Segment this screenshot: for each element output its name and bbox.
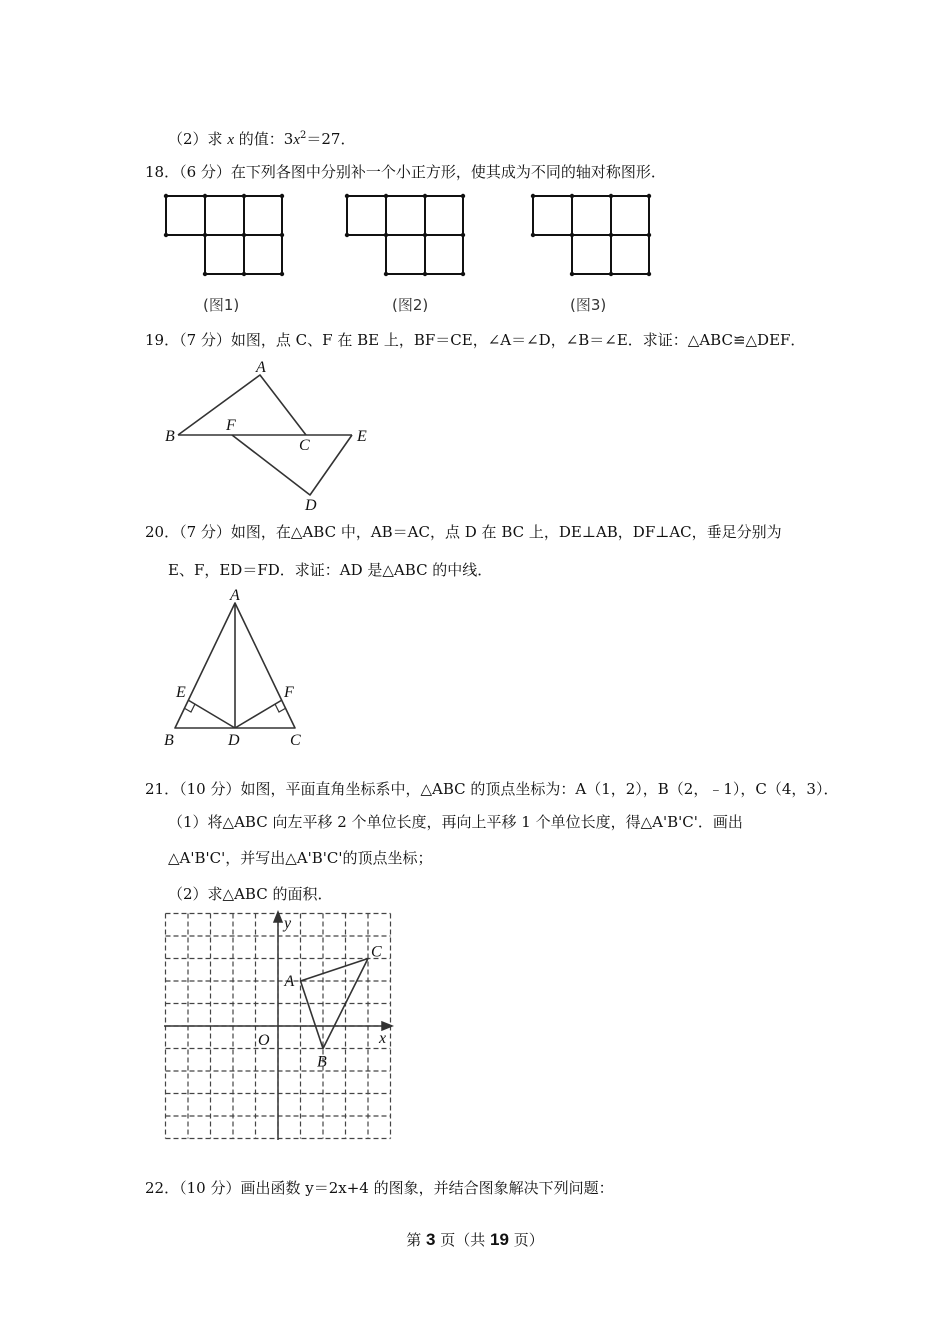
triangle-abc-sides <box>178 375 306 435</box>
label-b: B <box>165 428 175 445</box>
q21-part2: （2）求△ABC 的面积． <box>168 885 333 903</box>
triangle-def-sides <box>232 435 352 495</box>
label-b: B <box>317 1053 327 1071</box>
q17-part2: （2）求 x 的值：$3x^2=27$． <box>168 130 356 148</box>
label-b: B <box>164 732 174 749</box>
grid-figure-3 <box>533 196 649 274</box>
q21-part1-line2: △A'B'C'，并写出△A'B'C'的顶点坐标； <box>168 849 433 867</box>
q20-figure <box>160 585 320 750</box>
x-axis-label: x <box>379 1030 387 1047</box>
q21-question: 21．（10 分）如图，平面直角坐标系中，△ABC 的顶点坐标为：A（1，2），B（2，﹣1），C（4，3）． <box>145 780 839 798</box>
current-page-number: 3 <box>426 1230 436 1249</box>
label-c: C <box>371 943 382 961</box>
y-axis-label: y <box>284 915 292 932</box>
label-d: D <box>305 497 317 510</box>
q20-question-line1: 20．（7 分）如图，在△ABC 中，AB＝AC，点 D 在 BC 上，DE⊥AB，DF⊥AC，垂足分别为 <box>145 523 782 541</box>
label-d: D <box>228 732 240 749</box>
label-e: E <box>357 428 367 445</box>
label-c: C <box>290 732 301 749</box>
q21-coordinate-plane <box>160 910 400 1146</box>
q18-question: 18．（6 分）在下列各图中分别补一个小正方形，使其成为不同的轴对称图形． <box>145 163 666 181</box>
caption-figure-2: (图2) <box>392 296 429 314</box>
axes <box>164 912 392 1140</box>
caption-figure-1: (图1) <box>203 296 240 314</box>
q19-figure <box>160 360 390 510</box>
q20-question-line2: E、F，ED＝FD．求证：AD 是△ABC 的中线． <box>168 561 493 579</box>
grid-figure-2 <box>347 196 463 274</box>
label-a: A <box>256 360 266 376</box>
total-page-count: 19 <box>490 1230 509 1249</box>
label-e: E <box>176 684 186 701</box>
q22-question: 22．（10 分）画出函数 y＝2x+4 的图象，并结合图象解决下列问题： <box>145 1179 614 1197</box>
label-f: F <box>226 417 236 434</box>
label-a: A <box>230 587 240 604</box>
page-footer: 第 3 页（共 19 页） <box>406 1230 544 1249</box>
q18-figures <box>160 190 680 320</box>
caption-figure-3: (图3) <box>570 296 607 314</box>
label-f: F <box>284 684 294 701</box>
q21-part1-line1: （1）将△ABC 向左平移 2 个单位长度，再向上平移 1 个单位长度，得△A'B'C'．画出 <box>168 813 743 831</box>
label-a: A <box>284 973 295 990</box>
q19-question: 19．（7 分）如图，点 C、F 在 BE 上，BF＝CE，∠A＝∠D，∠B＝∠E．求证：△ABC≌△DEF． <box>145 331 806 349</box>
origin-label: O <box>258 1032 270 1049</box>
label-c: C <box>299 437 310 454</box>
grid-figure-1 <box>166 196 282 274</box>
